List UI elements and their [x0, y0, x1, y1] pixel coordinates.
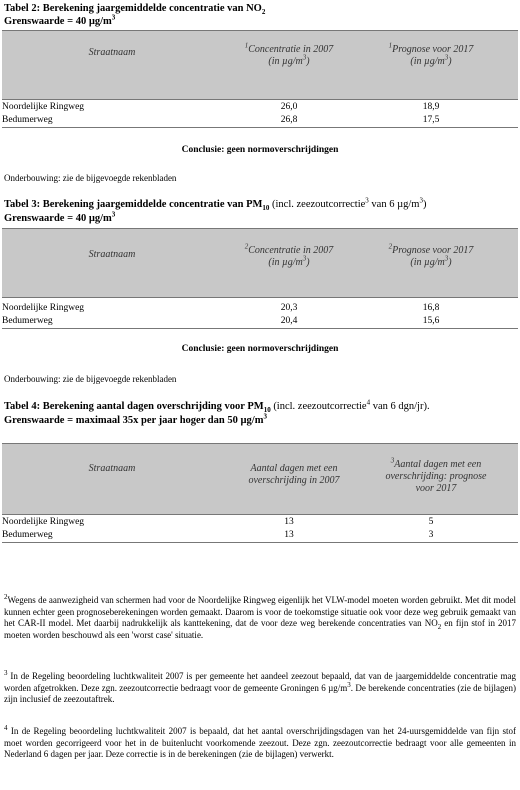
table-bottom-border	[2, 542, 518, 543]
footnote-2: $^2$Wegens de aanwezigheid van schermen had voor de Noordelijke Ringweg eigenlijk het VLW-model moeten worden gebruikt. Met dit model kunnen echter geen prognoseberekeningen worden gemaakt. Daarom is voor de toekomstige situatie ook voor deze weg gebruik gemaakt van het CAR-II model. Met daarbij nadrukkelijk als kanttekening, dat de voor deze weg berekende concentraties van $NO_2$ en fijn stof in 2017 moeten worden beschouwd als een 'worst case' situatie.	[4, 593, 516, 641]
street-cell: Bedumerweg	[2, 115, 53, 125]
table-row	[2, 303, 518, 314]
table2-title: Tabel 2: Berekening jaargemiddelde concentratie van $NO_2$	[4, 3, 266, 17]
table3-basis: Onderbouwing: zie de bijgevoegde rekenbladen	[4, 374, 177, 384]
table-bottom-border	[2, 127, 518, 128]
table-row	[2, 115, 518, 126]
table2-header-2017: $^1$Prognose voor 2017 (in $\mu g/m^3$)	[388, 41, 474, 67]
table-row	[2, 530, 518, 541]
table4-limit: Grenswaarde = maximaal 35x per jaar hoger dan 50 $\mu g/m^3$	[4, 412, 267, 426]
table2-conclusion: Conclusie: geen normoverschrijdingen	[181, 145, 339, 155]
value-2007-cell: 13	[284, 530, 294, 540]
value-2017-cell: 18,9	[422, 102, 440, 112]
table3	[2, 228, 518, 328]
table3-header	[2, 228, 518, 298]
value-2017-cell: 17,5	[422, 115, 440, 125]
table4-title: Tabel 4: Berekening aantal dagen overschrijding voor $PM_{10}$ (incl. zeezoutcorrectie$^4$ van 6 dgn/jr).	[4, 398, 430, 415]
table3-header-2007: $^2$Concentratie in 2007 (in $\mu g/m^3$)	[244, 242, 334, 268]
table2	[2, 30, 518, 130]
value-2007-cell: 20,3	[280, 303, 298, 313]
table3-conclusion: Conclusie: geen normoverschrijdingen	[181, 344, 339, 354]
table4-header	[2, 443, 518, 515]
table3-header-street: Straatnaam	[88, 249, 136, 260]
table4-header-street: Straatnaam	[88, 463, 136, 474]
table2-header-2007: $^1$Concentratie in 2007 (in $\mu g/m^3$)	[244, 41, 334, 67]
table2-basis: Onderbouwing: zie de bijgevoegde rekenbladen	[4, 173, 177, 183]
value-2017-cell: 16,8	[422, 303, 440, 313]
table2-limit: Grenswaarde = 40 $\mu g/m^3$	[4, 13, 116, 27]
table-row	[2, 102, 518, 113]
table3-header-2017: $^2$Prognose voor 2017 (in $\mu g/m^3$)	[388, 242, 474, 268]
table4	[2, 443, 518, 543]
street-cell: Noordelijke Ringweg	[2, 303, 85, 313]
table2-header-street: Straatnaam	[88, 47, 136, 58]
footnote-4: $^4$ In de Regeling beoordeling luchtkwaliteit 2007 is bepaald, dat het aantal overschrijdingsdagen van het 24-uursgemiddelde van fijn stof moet worden gecorrigeerd voor het in de buitenlucht voorkomende zeezout. Deze zgn. zeezoutcorrectie bedraagt voor alle gemeenten in Nederland 6 dagen per jaar. Deze correctie is in de berekeningen (zie de bijlagen) verwerkt.	[4, 724, 516, 760]
value-2007-cell: 26,8	[280, 115, 298, 125]
value-2007-cell: 26,0	[280, 102, 298, 112]
value-2007-cell: 20,4	[280, 316, 298, 326]
value-2017-cell: 15,6	[422, 316, 440, 326]
table-row	[2, 517, 518, 528]
street-cell: Bedumerweg	[2, 316, 53, 326]
table-row	[2, 316, 518, 327]
street-cell: Bedumerweg	[2, 530, 53, 540]
value-2007-cell: 13	[284, 517, 294, 527]
footnote-3: $^3$ In de Regeling beoordeling luchtkwaliteit 2007 is per gemeente het aandeel zeezout bepaald, dat van de jaargemiddelde concentratie mag worden afgetrokken. Deze zgn. zeezoutcorrectie bedraagt voor de gemeente Groningen 6 $\mu g/m^3$. De berekende concentraties (zie de bijlagen) zijn inclusief de zeezoutaftrek.	[4, 669, 517, 705]
value-2017-cell: 3	[428, 530, 434, 540]
table-bottom-border	[2, 328, 518, 329]
table4-header-2017: $^3$Aantal dagen met een overschrijding: prognose voor 2017	[385, 456, 487, 494]
table2-header	[2, 30, 518, 100]
table4-header-2007: Aantal dagen met een overschrijding in 2007	[248, 463, 340, 486]
value-2017-cell: 5	[428, 517, 434, 527]
street-cell: Noordelijke Ringweg	[2, 102, 85, 112]
table3-title: Tabel 3: Berekening jaargemiddelde concentratie van $PM_{10}$ (incl. zeezoutcorrectie$^3$ van 6 $\mu g/m^3$)	[4, 196, 427, 213]
table3-limit: Grenswaarde = 40 $\mu g/m^3$	[4, 210, 116, 224]
street-cell: Noordelijke Ringweg	[2, 517, 85, 527]
